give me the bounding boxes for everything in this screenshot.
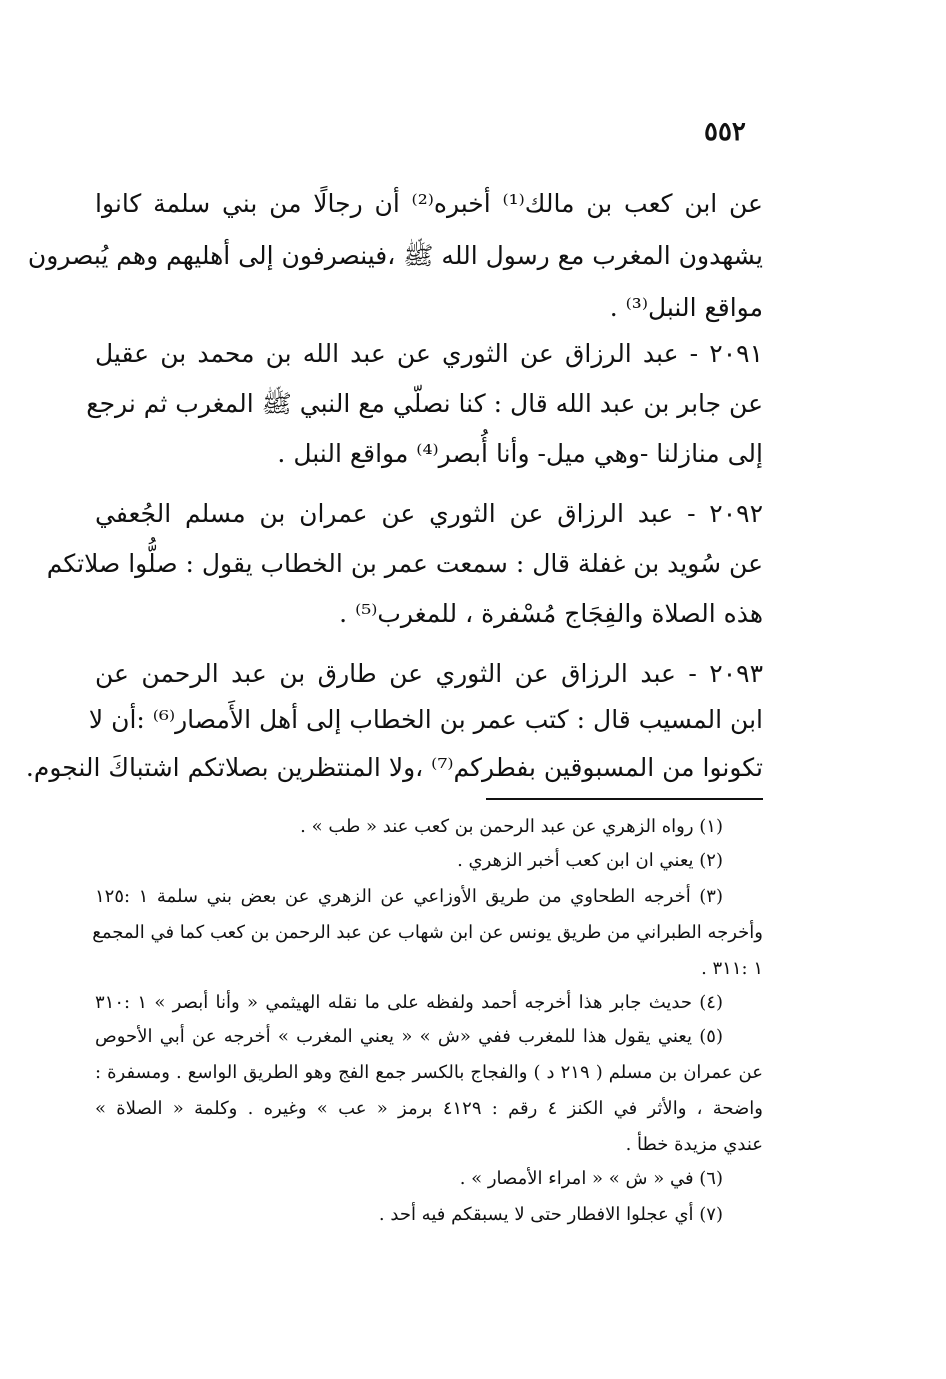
footnote-1: (١) رواه الزهري عن عبد الرحمن بن كعب عند « طب » . [300,816,723,837]
footnote-5-cont: عندي مزيدة خطأ . [625,1134,763,1155]
footnote-7: (٧) أي عجلوا الافطار حتى لا يسبقكم فيه أحد . [378,1204,723,1225]
hadith-2092-line: هذه الصلاة والفِجَاج مُسْفرة ، للمغرب⁽⁵⁾ . [339,599,763,628]
footnote-separator [486,798,763,800]
hadith-2091-line: ٢٠٩١ - عبد الرزاق عن الثوري عن عبد الله بن محمد بن عقيل [95,339,763,368]
hadith-2093-line: تكونوا من المسبوقين بفطركم⁽⁷⁾ ،ولا المنتظرين بصلاتكم اشتباكَ النجوم. [25,753,763,782]
footnote-5-cont: واضحة ، والأثر في الكنز ٤ رقم : ٤١٢٩ برمز « عب » وغيره . وكلمة « الصلاة » [95,1098,763,1119]
hadith-2093-line: ٢٠٩٣ - عبد الرزاق عن الثوري عن طارق بن عبد الرحمن عن [95,659,763,688]
footnote-5: (٥) يعني يقول هذا للمغرب ففي «ش » « يعني المغرب » أخرجه عن أبي الأحوص [95,1026,723,1047]
hadith-2091-line: عن جابر بن عبد الله قال : كنا نصلّي مع النبي ﷺ المغرب ثم نرجع [86,389,763,418]
text-line: مواقع النبل⁽³⁾ . [609,293,763,322]
text-line: عن ابن كعب بن مالك⁽¹⁾ أخبره⁽²⁾ أن رجالًا من بني سلمة كانوا [95,189,763,218]
footnote-3-cont: ١ :٣١١ . [701,958,763,979]
page-number: ٥٥٢ [704,117,746,147]
text-line: يشهدون المغرب مع رسول الله ﷺ ،فينصرفون إلى أهليهم وهم يُبصرون [27,241,763,270]
footnote-3-cont: وأخرجه الطبراني من طريق يونس عن ابن شهاب عن عبد الرحمن بن كعب كما في المجمع [92,922,763,943]
footnote-2: (٢) يعني ان ابن كعب أخبر الزهري . [457,850,723,871]
footnote-6: (٦) في « ش » « امراء الأمصار » . [459,1168,723,1189]
hadith-2092-line: ٢٠٩٢ - عبد الرزاق عن الثوري عن عمران بن مسلم الجُعفي [95,499,763,528]
hadith-2091-line: إلى منازلنا -وهي ميل- وأنا أُبصر⁽⁴⁾ مواقع النبل . [277,439,763,468]
footnote-3: (٣) أخرجه الطحاوي من طريق الأوزاعي عن الزهري عن بعض بني سلمة ١ :١٢٥ [95,886,723,907]
footnote-4: (٤) حديث جابر هذا أخرجه أحمد ولفظه على ما نقله الهيثمي « وأنا أبصر » ١ :٣١٠ [95,992,723,1013]
hadith-2092-line: عن سُويد بن غفلة قال : سمعت عمر بن الخطاب يقول : صلُّوا صلاتكم [46,549,763,578]
footnote-5-cont: عن عمران بن مسلم ( ٢١٩ د ) والفجاج بالكسر جمع الفج وهو الطريق الواسع . ومسفرة : [95,1062,763,1083]
hadith-2093-line: ابن المسيب قال : كتب عمر بن الخطاب إلى أهل الأَمصار⁽⁶⁾ :أن لا [88,705,763,734]
